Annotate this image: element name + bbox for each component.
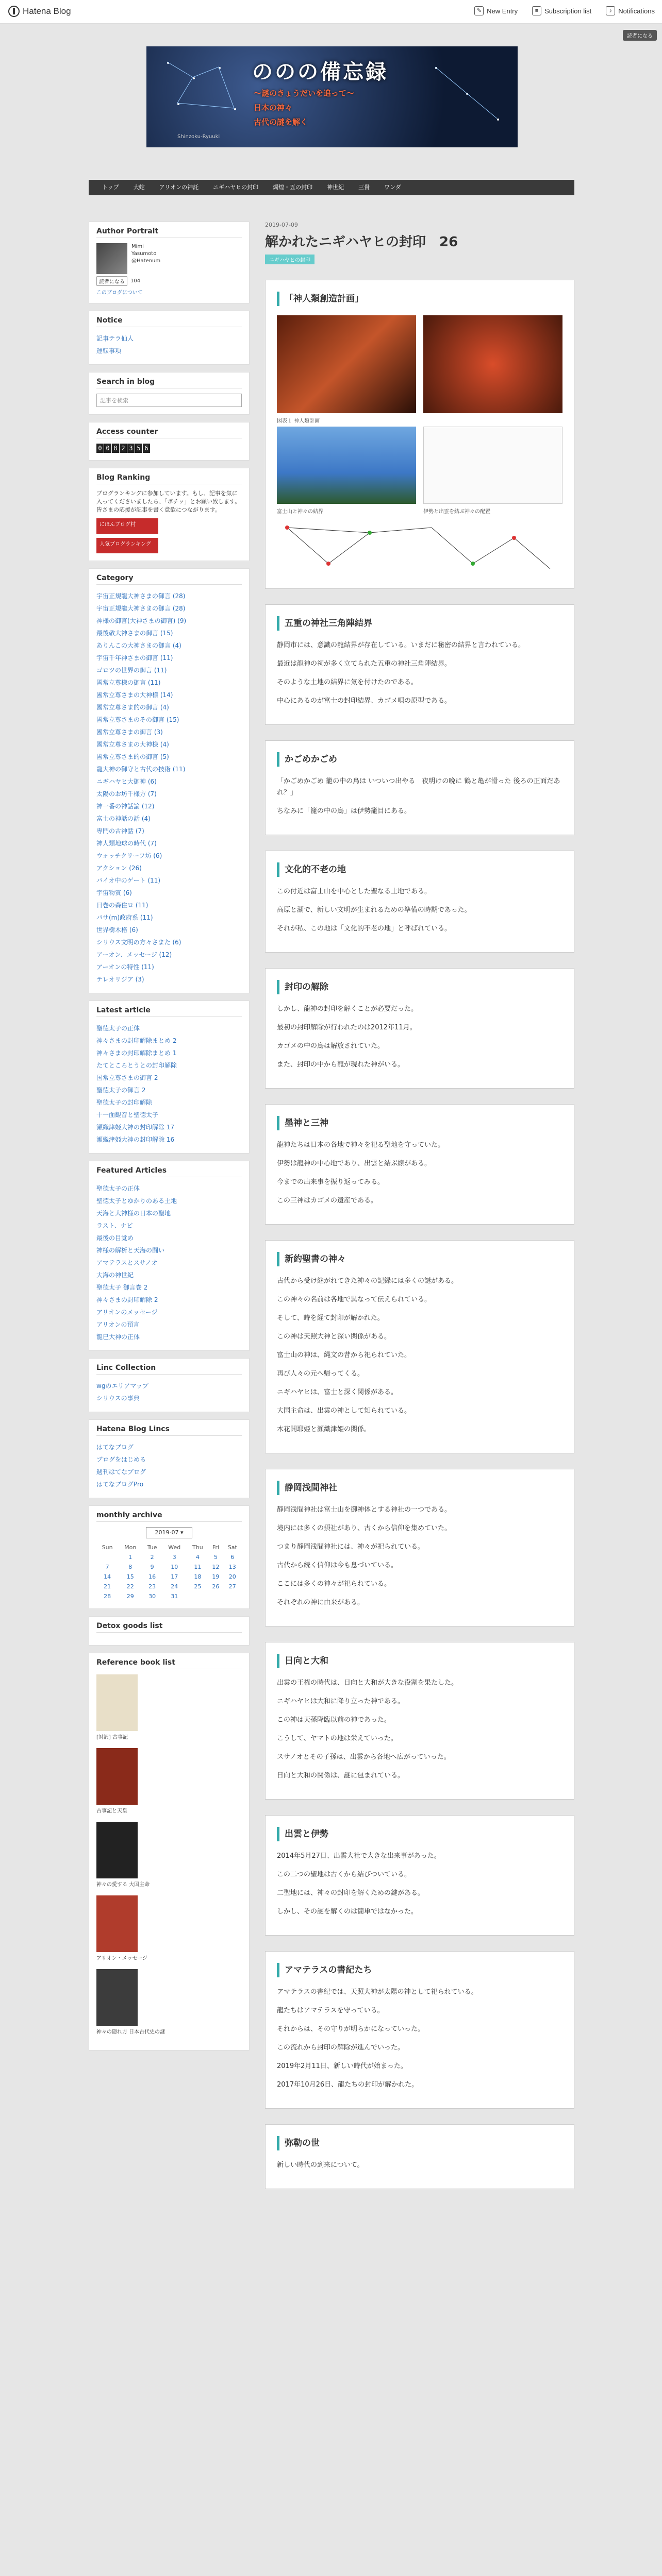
section-paragraph: ここには多くの神々が祀られている。 <box>277 1580 391 1588</box>
latest-article-link[interactable]: 神々さまの封印解除まとめ 1 <box>96 1049 177 1057</box>
counter-digit: 0 <box>104 444 111 453</box>
notice-link[interactable]: 運転事項 <box>96 347 122 354</box>
latest-widget <box>89 1001 250 1154</box>
hatena-link[interactable]: 週刊はてなブログ <box>96 1468 146 1476</box>
calendar-day[interactable]: 5 <box>213 1554 218 1561</box>
section-paragraph: それぞれの神に由来がある。 <box>277 1599 365 1606</box>
gnav-item[interactable]: ニギハヤヒの封印 <box>213 184 259 191</box>
new-entry-label: New Entry <box>487 7 518 15</box>
calendar-day[interactable]: 25 <box>194 1583 202 1590</box>
new-entry-button[interactable] <box>474 6 518 15</box>
section-paragraph: 出雲の王権の時代は、日向と大和が大きな役割を果たした。 <box>277 1679 458 1687</box>
section-heading: かごめかごめ <box>277 752 562 767</box>
detox-widget <box>89 1616 250 1646</box>
category-link[interactable]: ニギハヤヒ大御神 (6) <box>96 778 157 785</box>
calendar-day[interactable]: 1 <box>128 1554 133 1561</box>
post-date[interactable]: 2019-07-09 <box>265 222 298 228</box>
gnav-item[interactable]: アリオンの神託 <box>159 184 199 191</box>
book-cover-image[interactable] <box>96 1748 138 1805</box>
calendar-day[interactable]: 14 <box>104 1573 111 1580</box>
section-paragraph: ニギハヤヒは、富士と深く関係がある。 <box>277 1388 398 1396</box>
calendar-day[interactable]: 24 <box>171 1583 178 1590</box>
featured-article-link[interactable]: 聖徳太子の正体 <box>96 1185 140 1192</box>
pencil-icon: ✎ <box>474 6 484 15</box>
calendar-day[interactable]: 28 <box>104 1593 111 1600</box>
article-section <box>265 604 574 725</box>
section-paragraph: 伊勢は龍神の中心地であり、出雲と結ぶ線がある。 <box>277 1160 432 1167</box>
latest-article-link[interactable]: 十一面観音と聖徳太子 <box>96 1111 159 1118</box>
article-section <box>265 1951 574 2109</box>
section-paragraph: こうして、ヤマトの地は栄えていった。 <box>277 1735 398 1742</box>
notice-title: Notice <box>96 316 242 327</box>
figure-title: 「神人類創造計画」 <box>277 292 562 306</box>
ranking-title: Blog Ranking <box>96 473 242 484</box>
section-paragraph: 新しい時代の到来について。 <box>277 2161 364 2169</box>
category-link[interactable]: 國常立尊さまの大神様 (14) <box>96 691 173 699</box>
calendar-day[interactable]: 22 <box>126 1583 134 1590</box>
detox-title: Detox goods list <box>96 1622 242 1633</box>
featured-article-link[interactable]: ラスト、ナビ <box>96 1222 133 1229</box>
mount-fuji-image <box>277 427 416 504</box>
calendar-day <box>223 1591 242 1601</box>
author-id[interactable]: @Hatenum <box>131 258 161 264</box>
author-name: Mimi <box>131 244 144 249</box>
ranking-banner[interactable]: 人気ブログランキング <box>96 538 158 553</box>
category-link[interactable]: アーオン、メッセージ (12) <box>96 951 172 958</box>
counter-digit: 8 <box>112 444 119 453</box>
gnav-item[interactable]: ワンダ <box>384 184 401 191</box>
linc-title: Linc Collection <box>96 1364 242 1375</box>
calendar-day <box>187 1591 209 1601</box>
featured-article-link[interactable]: 大海の神世紀 <box>96 1272 134 1279</box>
section-paragraph: 二聖地には、神々の封印を解くための鍵がある。 <box>277 1889 425 1897</box>
network-diagram <box>277 517 562 578</box>
books-title: Reference book list <box>96 1658 242 1669</box>
section-paragraph: 2014年5月27日、出雲大社で大きな出来事があった。 <box>277 1852 441 1860</box>
section-paragraph: ちなみに「籠の中の鳥」は伊勢籠目にある。 <box>277 807 411 815</box>
calendar-day[interactable]: 7 <box>105 1564 109 1570</box>
featured-widget <box>89 1161 250 1351</box>
section-paragraph: この神々の名前は各地で異なって伝えられている。 <box>277 1296 432 1303</box>
brand-name: Hatena Blog <box>23 6 71 16</box>
bell-icon: ♪ <box>606 6 615 15</box>
calendar-day[interactable]: 26 <box>212 1583 220 1590</box>
section-heading: アマテラスの書紀たち <box>277 1963 562 1977</box>
linc-widget <box>89 1358 250 1412</box>
header-subtitle: Shinzoku-Ryuuki <box>177 134 220 140</box>
calendar-day[interactable]: 3 <box>172 1554 176 1561</box>
latest-article-link[interactable]: 瀬織津姫大神の封印解除 17 <box>96 1124 175 1131</box>
calendar-weekday: Thu <box>192 1544 203 1551</box>
featured-article-link[interactable]: 天海と大神様の日本の聖地 <box>96 1210 171 1217</box>
section-paragraph: アマテラスの書紀では、天照大神が太陽の神として祀られている。 <box>277 1988 478 1996</box>
blogmura-banner[interactable]: にほんブログ村 <box>96 518 158 534</box>
article-section <box>265 968 574 1089</box>
gnav-item[interactable]: トップ <box>102 184 119 191</box>
archive-calendar <box>96 1543 242 1601</box>
calendar-day[interactable]: 27 <box>228 1583 236 1590</box>
category-link[interactable]: アクション (26) <box>96 865 142 872</box>
calendar-day[interactable]: 2 <box>150 1554 154 1561</box>
calendar-weekday: Wed <box>168 1544 181 1551</box>
featured-article-link[interactable]: 聖徳太子とゆかりのある土地 <box>96 1197 177 1205</box>
latest-article-link[interactable]: たてところとうとの封印解除 <box>96 1062 177 1069</box>
avatar[interactable] <box>96 243 127 274</box>
category-link[interactable]: 國常立尊さまのその御言 (15) <box>96 716 179 723</box>
latest-article-link[interactable]: 聖徳太子の正体 <box>96 1025 140 1032</box>
section-paragraph: 最近は龍神の祠が多く立てられた五重の神社三角陣結界。 <box>277 660 452 668</box>
gnav-item[interactable]: 大蛇 <box>133 184 145 191</box>
notice-widget <box>89 311 250 365</box>
archive-title: monthly archive <box>96 1511 242 1522</box>
category-link[interactable]: パサ(m)政府系 (11) <box>96 914 153 921</box>
hatena-logo[interactable] <box>8 6 71 17</box>
section-heading: 弥勒の世 <box>277 2136 562 2150</box>
category-link[interactable]: テレオリジア (3) <box>96 976 144 983</box>
section-paragraph: 2017年10月26日、龍たちの封印が解かれた。 <box>277 2081 419 2089</box>
category-widget <box>89 568 250 993</box>
section-paragraph: しかし、その謎を解くのは簡単ではなかった。 <box>277 1908 418 1916</box>
section-paragraph: そのような土地の結界に気を付けたのである。 <box>277 679 418 686</box>
hatena-links-widget <box>89 1419 250 1498</box>
calendar-day[interactable]: 9 <box>150 1564 154 1570</box>
calendar-day[interactable]: 30 <box>148 1593 156 1600</box>
category-link[interactable]: 神人類地球の時代 (7) <box>96 840 157 847</box>
category-link[interactable]: 日巻の森住ロ (11) <box>96 902 148 909</box>
calendar-day[interactable]: 15 <box>126 1573 134 1580</box>
category-link[interactable]: ウォッチクリーフ坊 (6) <box>96 852 162 859</box>
section-heading: 日向と大和 <box>277 1654 562 1668</box>
hatena-links-title: Hatena Blog Lincs <box>96 1425 242 1436</box>
hatena-link[interactable]: ブログをはじめる <box>96 1456 146 1463</box>
calendar-day[interactable]: 8 <box>128 1564 133 1570</box>
category-link[interactable]: 宇宙千年神さまの御言 (11) <box>96 654 173 662</box>
header-line-2: 日本の神々 <box>254 103 293 112</box>
gnav-item[interactable]: 神世紀 <box>327 184 344 191</box>
book-title[interactable]: 神々の愛する 大国主命 <box>96 1882 150 1888</box>
section-heading: 静岡浅間神社 <box>277 1481 562 1495</box>
counter-title: Access counter <box>96 428 242 438</box>
counter-digit: 3 <box>127 444 135 453</box>
featured-article-link[interactable]: アマテラスとスサノオ <box>96 1259 158 1266</box>
section-paragraph: この神は天照大神と深い関係がある。 <box>277 1333 391 1341</box>
ranking-text: ブログランキングに参加しています。もし、記事を気に入ってくださいましたら、「ポチッ」とお願い致します。皆さまの応援が記事を書く意欲につながります。 <box>96 490 241 513</box>
global-navigation <box>89 180 574 195</box>
section-paragraph: そして、時を経て封印が解かれた。 <box>277 1314 384 1322</box>
article-section <box>265 851 574 953</box>
category-link[interactable]: 宇宙正規龍大神さまの御言 (28) <box>96 592 186 600</box>
featured-article-link[interactable]: アリオンの預言 <box>96 1321 140 1328</box>
book-item[interactable] <box>96 1674 242 1741</box>
figure-caption-3: 伊勢と出雲を結ぶ神々の配置 <box>423 509 490 515</box>
calendar-day[interactable]: 16 <box>148 1573 156 1580</box>
search-widget <box>89 372 250 415</box>
featured-article-link[interactable]: 神様の解析と天海の闘い <box>96 1247 165 1254</box>
figure-section <box>265 280 574 589</box>
header-line-3: 古代の謎を解く <box>254 117 308 127</box>
featured-title: Featured Articles <box>96 1166 242 1177</box>
category-link[interactable]: 宇宙正規龍大神さまの御言 (28) <box>96 605 186 612</box>
category-link[interactable]: 最後敬大神さまの御言 (15) <box>96 630 173 637</box>
category-link[interactable]: 國常立尊様の御言 (11) <box>96 679 161 686</box>
section-paragraph: 「かごめかごめ 籠の中の鳥は いついつ出やる 夜明けの晩に 鶴と亀が滑った 後ろの正面だあれ？」 <box>277 777 560 796</box>
fuji-explanation-box <box>423 427 562 504</box>
search-input[interactable]: 記事を検索 <box>96 394 242 407</box>
figure-caption-1: 図表１ 神人類計画 <box>277 418 320 424</box>
calendar-weekday: Fri <box>212 1544 219 1551</box>
section-paragraph: ニギハヤヒは大和に降り立った神である。 <box>277 1698 405 1705</box>
section-paragraph: 龍たちはアマテラスを守っている。 <box>277 2007 384 2014</box>
article-section <box>265 1469 574 1626</box>
category-title: Category <box>96 574 242 585</box>
category-link[interactable]: 太陽のお坊千様方 (7) <box>96 790 157 798</box>
gnav-item[interactable]: 燭煌・五の封印 <box>273 184 313 191</box>
category-link[interactable]: 神様の御言(大神さまの御言) (9) <box>96 617 187 624</box>
category-link[interactable]: 龍大神の御守と古代の技術 (11) <box>96 766 186 773</box>
reader-count: 104 <box>130 278 141 284</box>
calendar-day[interactable]: 10 <box>171 1564 178 1570</box>
latest-article-link[interactable]: 国常立尊さまの御言 2 <box>96 1074 158 1081</box>
calendar-day[interactable]: 23 <box>148 1583 156 1590</box>
author-widget <box>89 222 250 303</box>
section-heading: 墨神と三神 <box>277 1116 562 1130</box>
section-paragraph: 富士山の神は、縄文の昔から祀られていた。 <box>277 1351 411 1359</box>
section-paragraph: 木花開耶姫と瀬織津姫の関係。 <box>277 1426 371 1433</box>
section-paragraph: 静岡市には、意識の龍結界が存在している。いまだに秘密の結界と言われている。 <box>277 641 525 649</box>
counter-digit: 2 <box>120 444 127 453</box>
latest-article-link[interactable]: 瀬織津姫大神の封印解除 16 <box>96 1136 175 1143</box>
gnav-item[interactable]: 三貴 <box>358 184 370 191</box>
article-section <box>265 740 574 835</box>
section-paragraph: 今までの出来事を振り返ってみる。 <box>277 1178 385 1186</box>
counter-digit: 0 <box>96 444 104 453</box>
calendar-day[interactable]: 11 <box>194 1564 202 1570</box>
category-link[interactable]: ありんこの大神さまの御言 (4) <box>96 642 181 649</box>
calendar-weekday: Sat <box>227 1544 237 1551</box>
counter-widget <box>89 422 250 461</box>
book-item[interactable] <box>96 1969 242 2036</box>
category-link[interactable]: バイオ中のゲート (11) <box>96 877 161 884</box>
book-title[interactable]: 古事記と天皇 <box>96 1808 127 1814</box>
section-paragraph: スサノオとその子孫は、出雲から各地へ広がっていった。 <box>277 1753 451 1761</box>
calendar-weekday: Sun <box>102 1544 113 1551</box>
notice-link[interactable]: 記事テラ仙人 <box>96 335 134 342</box>
section-heading: 封印の解除 <box>277 980 562 994</box>
section-paragraph: 中心にあるのが富士の封印結界、カゴメ唄の原型である。 <box>277 697 452 705</box>
subscription-list-button[interactable] <box>532 6 591 15</box>
calendar-day[interactable]: 13 <box>228 1564 236 1570</box>
linc-link[interactable]: wgのエリアマップ <box>96 1382 148 1389</box>
ranking-widget <box>89 468 250 561</box>
book-item[interactable] <box>96 1748 242 1815</box>
post-category-badge[interactable]: ニギハヤヒの封印 <box>265 255 315 264</box>
calendar-day[interactable]: 19 <box>212 1573 220 1580</box>
archive-month-select[interactable]: 2019-07 ▾ <box>146 1527 192 1538</box>
section-paragraph: 日向と大和の関係は、謎に包まれている。 <box>277 1772 405 1780</box>
global-header <box>0 0 662 24</box>
book-item[interactable] <box>96 1895 242 1962</box>
section-heading: 出雲と伊勢 <box>277 1827 562 1841</box>
calendar-weekday: Mon <box>124 1544 137 1551</box>
post-title[interactable]: 解かれたニギハヤヒの封印 26 <box>265 234 458 250</box>
section-paragraph: 古代から受け継がれてきた神々の記録には多くの謎がある。 <box>277 1277 458 1285</box>
category-link[interactable]: 國常立尊さま的の御言 (5) <box>96 753 169 760</box>
category-link[interactable]: シリウス文明の方々さまた (6) <box>96 939 181 946</box>
section-paragraph: この付近は富士山を中心とした聖なる土地である。 <box>277 888 432 895</box>
book-title[interactable]: アリオン・メッセージ <box>96 1956 147 1961</box>
counter-digit: 6 <box>143 444 150 453</box>
category-link[interactable]: 神一番の神話論 (12) <box>96 803 155 810</box>
section-paragraph: 静岡浅間神社は富士山を御神体とする神社の一つである。 <box>277 1506 452 1514</box>
article-section <box>265 1104 574 1225</box>
section-paragraph: 高原と湖で、新しい文明が生まれるための準備の時期であった。 <box>277 906 471 914</box>
dragon-painting-image <box>277 315 416 413</box>
section-paragraph: しかし、龍神の封印を解くことが必要だった。 <box>277 1005 418 1013</box>
section-paragraph: この三神はカゴメの遺産である。 <box>277 1197 378 1205</box>
counter-digit: 5 <box>135 444 142 453</box>
book-title[interactable]: [対訳] 古事記 <box>96 1735 128 1740</box>
book-cover-image[interactable] <box>96 1895 138 1952</box>
about-blog-link[interactable]: このブログについて <box>96 290 143 296</box>
book-cover-image[interactable] <box>96 1969 138 2026</box>
section-paragraph: 2019年2月11日、新しい時代が始まった。 <box>277 2062 407 2070</box>
calendar-day[interactable]: 6 <box>230 1554 235 1561</box>
calendar-day[interactable]: 4 <box>195 1554 200 1561</box>
section-paragraph: また、封印の中から龍が現れた神がいる。 <box>277 1061 405 1069</box>
featured-article-link[interactable]: 最後の目覚め <box>96 1234 134 1242</box>
calendar-day[interactable]: 20 <box>228 1573 236 1580</box>
section-paragraph: 龍神たちは日本の各地で神々を祀る聖地を守っていた。 <box>277 1141 445 1149</box>
latest-article-link[interactable]: 聖徳太子の封印解除 <box>96 1099 153 1106</box>
calendar-day[interactable]: 31 <box>171 1593 178 1600</box>
author-name-2: Yasumoto <box>131 251 157 257</box>
section-paragraph: 境内には多くの摂社があり、古くから信仰を集めていた。 <box>277 1524 452 1532</box>
book-item[interactable] <box>96 1822 242 1888</box>
section-paragraph: それからは、その守りが明らかになっていった。 <box>277 2025 425 2033</box>
section-paragraph: 最初の封印解除が行われたのは2012年11月。 <box>277 1024 417 1031</box>
calendar-day[interactable]: 18 <box>194 1573 202 1580</box>
category-link[interactable]: 富士の神話の話 (4) <box>96 815 151 822</box>
category-link[interactable]: 宇宙物質 (6) <box>96 889 132 896</box>
latest-title: Latest article <box>96 1006 242 1017</box>
article-section <box>265 2124 574 2189</box>
figure-caption-2: 富士山と神々の結界 <box>277 509 323 515</box>
featured-article-link[interactable]: アリオンのメッセージ <box>96 1309 158 1316</box>
section-paragraph: この二つの聖地は古くから結びついている。 <box>277 1871 411 1878</box>
category-link[interactable]: アーオンの特性 (11) <box>96 963 154 971</box>
book-title[interactable]: 神々の隠れ方 日本古代史の謎 <box>96 2029 166 2035</box>
article-section <box>265 1815 574 1936</box>
book-cover-image[interactable] <box>96 1674 138 1731</box>
books-widget <box>89 1653 250 2050</box>
category-link[interactable]: 國常立尊さまの御言 (3) <box>96 728 163 736</box>
section-heading: 五重の神社三角陣結界 <box>277 616 562 631</box>
section-paragraph: この流れから封印の解除が進んでいった。 <box>277 2044 405 2052</box>
notifications-label: Notifications <box>618 7 655 15</box>
featured-article-link[interactable]: 神々さまの封印解除 2 <box>96 1296 158 1303</box>
article-section <box>265 1642 574 1800</box>
section-heading: 新約聖書の神々 <box>277 1252 562 1266</box>
section-paragraph: それが私、この地は「文化的不老の地」と呼ばれている。 <box>277 925 452 933</box>
sidebar <box>89 222 250 2058</box>
search-title: Search in blog <box>96 378 242 388</box>
header-line-1: 〜謎のきょうだいを追って〜 <box>254 89 355 98</box>
linc-link[interactable]: シリウスの事典 <box>96 1395 140 1402</box>
calendar-day[interactable]: 29 <box>126 1593 134 1600</box>
calendar-day[interactable]: 12 <box>212 1564 220 1570</box>
calendar-day[interactable]: 21 <box>104 1583 111 1590</box>
calendar-day[interactable]: 17 <box>171 1573 178 1580</box>
book-cover-image[interactable] <box>96 1822 138 1878</box>
header-title: ののの備忘録 <box>252 60 388 84</box>
main-article <box>265 222 574 2189</box>
list-icon: ≡ <box>532 6 541 15</box>
section-paragraph: 大国主命は、出雲の神として知られている。 <box>277 1407 411 1415</box>
author-title: Author Portrait <box>96 227 242 238</box>
article-section <box>265 1240 574 1453</box>
section-paragraph: 再び人々の元へ帰ってくる。 <box>277 1370 365 1378</box>
featured-article-link[interactable]: 龍巳大神の正体 <box>96 1333 140 1341</box>
section-paragraph: カゴメの中の鳥は解放されていた。 <box>277 1042 385 1050</box>
calendar-weekday: Tue <box>147 1544 157 1551</box>
section-paragraph: つまり静岡浅間神社には、神々が祀られている。 <box>277 1543 425 1551</box>
category-link[interactable]: 國常立尊さま的の御言 (4) <box>96 704 169 711</box>
subscribe-button[interactable]: 読者になる <box>623 30 657 41</box>
archive-widget <box>89 1505 250 1609</box>
section-paragraph: この神は天孫降臨以前の神であった。 <box>277 1716 391 1724</box>
section-heading: 文化的不老の地 <box>277 862 562 877</box>
category-link[interactable]: 國常立尊さまの大神様 (4) <box>96 741 169 748</box>
blog-header-banner[interactable] <box>146 46 518 147</box>
hatena-link[interactable]: はてなブログ <box>96 1444 134 1451</box>
shrine-ceiling-image <box>423 315 562 413</box>
featured-article-link[interactable]: 聖徳太子 御言巻 2 <box>96 1284 148 1291</box>
latest-article-link[interactable]: 聖徳太子の御言 2 <box>96 1087 146 1094</box>
category-link[interactable]: 専門の古神話 (7) <box>96 827 144 835</box>
calendar-day <box>96 1552 118 1562</box>
access-counter <box>96 444 242 453</box>
category-link[interactable]: ゴロツの世界の御言 (11) <box>96 667 167 674</box>
category-link[interactable]: 世界樹木格 (6) <box>96 926 138 934</box>
calendar-day <box>208 1591 223 1601</box>
section-paragraph: 古代から続く信仰は今も息づいている。 <box>277 1562 398 1569</box>
hatena-link[interactable]: はてなブログPro <box>96 1481 144 1488</box>
subscription-label: Subscription list <box>544 7 592 15</box>
reader-button[interactable]: 読者になる <box>96 276 127 286</box>
latest-article-link[interactable]: 神々さまの封印解除まとめ 2 <box>96 1037 177 1044</box>
notifications-button[interactable] <box>606 6 655 15</box>
hatena-logo-icon <box>8 6 20 17</box>
